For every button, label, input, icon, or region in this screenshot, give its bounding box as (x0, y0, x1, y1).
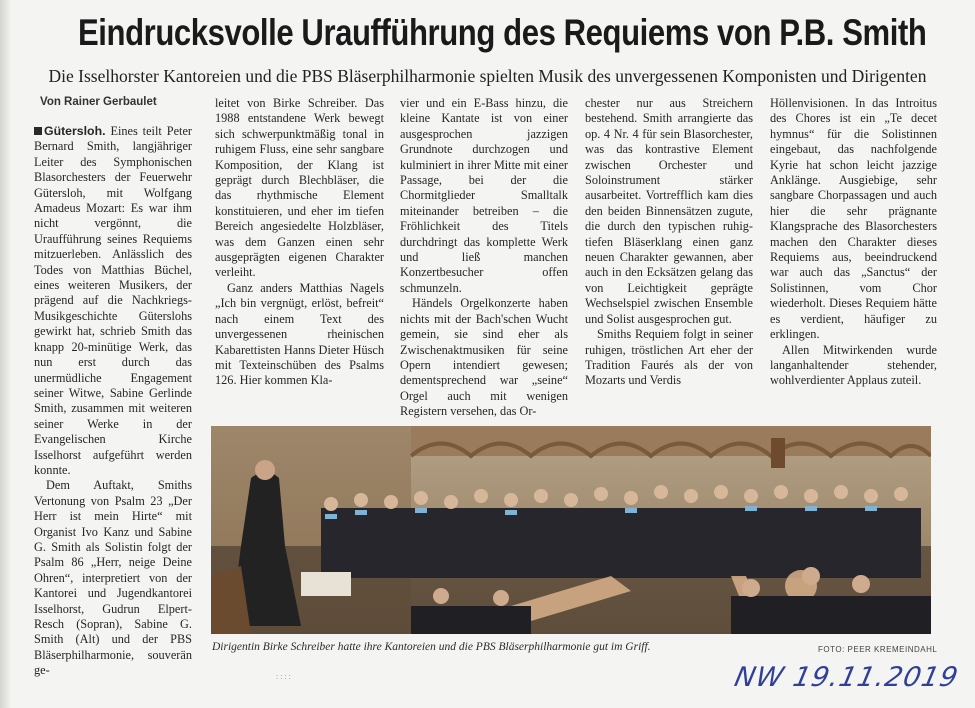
choir-orchestra-illustration (211, 426, 931, 634)
paragraph: Smiths Requiem folgt in seiner ruhigen, tröstlichen Art eher der Tradition Faurés als der von Mozarts und Verdis (585, 327, 753, 388)
photo-caption: Dirigentin Birke Schreiber hatte ihre Kantoreien und die PBS Bläserphilharmonie gut im Griff. (212, 641, 651, 653)
paragraph: leitet von Birke Schreiber. Das 1988 entstandene Werk bewegt sich schwerpunktmäßig tonal in ruhigem Fluss, eine sehr sangbare Komposition, der Klang ist geprägt durch Blechbläser, die das rhythmische Element konstituieren, und eher im tiefen Bereich angesiedelte Holzbläser, was dem Ganzen einen sehr ausgeprägten eigenen Charakter verleiht. (215, 96, 384, 280)
headline: Eindrucksvolle Uraufführung des Requiems von P.B. Smith (78, 12, 927, 53)
byline: Von Rainer Gerbaulet (40, 96, 157, 108)
handwritten-source-note: NW 19.11.2019 (731, 662, 962, 693)
article-column-4 (585, 96, 753, 389)
concert-photo (211, 426, 931, 634)
article-column-1 (34, 124, 192, 679)
article-column-2 (215, 96, 384, 389)
paragraph: Eines teilt Peter Bernard Smith, langjähriger Leiter des Symphonischen Blasorchesters der Feuerwehr Gütersloh, mit Wolfgang Amadeus Mozart: Es war ihm nicht vergönnt, die Uraufführung seines Requiems mitzuerleben. Anlässlich des Todes von Matthias Büchel, eines weiteren Musikers, der prägend auf die Nachkriegs-Musikgeschichte Güterslohs gewirkt hat, schrieb Smith das knapp 20-minütige Werk, das nun erst durch das unermüdliche Engagement seiner Witwe, Sabine Gerlinde Smith, zusammen mit weiteren seiner Werke in der Evangelischen Kirche Isselhorst aufgeführt werden konnte. (34, 124, 193, 477)
paragraph: Allen Mitwirkenden wurde langanhaltender stehender, wohlverdienter Applaus zuteil. (770, 342, 937, 388)
paragraph: Ganz anders Matthias Nagels „Ich bin vergnügt, erlöst, befreit“ nach einem Text des unvergessenen rheinischen Kabarettisten Hanns Dieter Hüsch mit Texteinschüben des Psalms 126. Hier kommen Kla- (215, 280, 384, 388)
paragraph: Händels Orgelkonzerte haben nichts mit der Bach'schen Wucht gemein, sie sind eher als Zwischenaktmusiken für seine Opern intendiert gewesen; dementsprechend war „seine“ Orgel auch mit wenigen Registern versehen, das Or- (400, 296, 568, 419)
scan-dots: :::: (276, 672, 293, 681)
article-column-3 (400, 96, 568, 420)
paragraph: Höllenvisionen. In das Introitus des Chores ist ein „Te decet hymnus“ für die Solistinnen eingebaut, das nachfolgende Kyrie hat schon leicht jazzige Anklänge. Ausgiebige, sehr sangbare Chorpassagen und auch hier die sehr prägnante Klangsprache des Blasorchesters machen den Charakter dieses Requiems aus, beeindruckend war auch das „Sanctus“ der Solistinnen, vom Chor wiederholt. Dieses Requiem hätte es verdient, häufiger zu erklingen. (770, 96, 937, 342)
subheadline: Die Isselhorster Kantoreien und die PBS Bläserphilharmonie spielten Musik des unvergessenen Komponisten und Dirigenten (48, 66, 927, 86)
scan-edge (0, 0, 10, 708)
paragraph: chester nur aus Streichern bestehend. Smith arrangierte das op. 4 Nr. 4 für sein Blasorchester, was das kontrastive Element zwischen Orchester und Soloinstrument stärker ausarbeitet. Vortrefflich kam dies den beiden Binnensätzen zugute, die durch den typischen ruhig-tiefen Bläserklang einen ganz neuen Charakter gewannen, aber auch in den Ecksätzen gelang das von Leichtigkeit geprägte Wechselspiel zwischen Ensemble und Solist ausgesprochen gut. (585, 96, 753, 326)
dateline: Gütersloh. (44, 124, 106, 138)
paragraph: Dem Auftakt, Smiths Vertonung von Psalm 23 „Der Herr ist mein Hirte“ mit Organist Ivo Kanz und Sabine G. Smith als Solistin folgt der Psalm 86 „Herr, neige Deine Ohren“, interpretiert von der Kantorei und Jugendkantorei Isselhorst, Gudrun Elpert-Resch (Sopran), Sabine G. Smith (Alt) und der PBS Bläserphilharmonie, souverän ge- (34, 478, 192, 678)
square-bullet-icon (34, 127, 42, 135)
photo-credit: FOTO: PEER KREMEINDAHL (818, 645, 938, 654)
paragraph: vier und ein E-Bass hinzu, die kleine Kantate ist von einer ausgesprochen jazzigen Grundnote durchzogen und kulminiert in ihrer Mitte mit einer Passage, bei der die Chormitglieder Smalltalk miteinander betreiben – die Fröhlichkeit des Titels durchdringt das komplette Werk und ließ manchen Konzertbesucher offen schmunzeln. (400, 96, 568, 295)
article-column-5 (770, 96, 937, 389)
